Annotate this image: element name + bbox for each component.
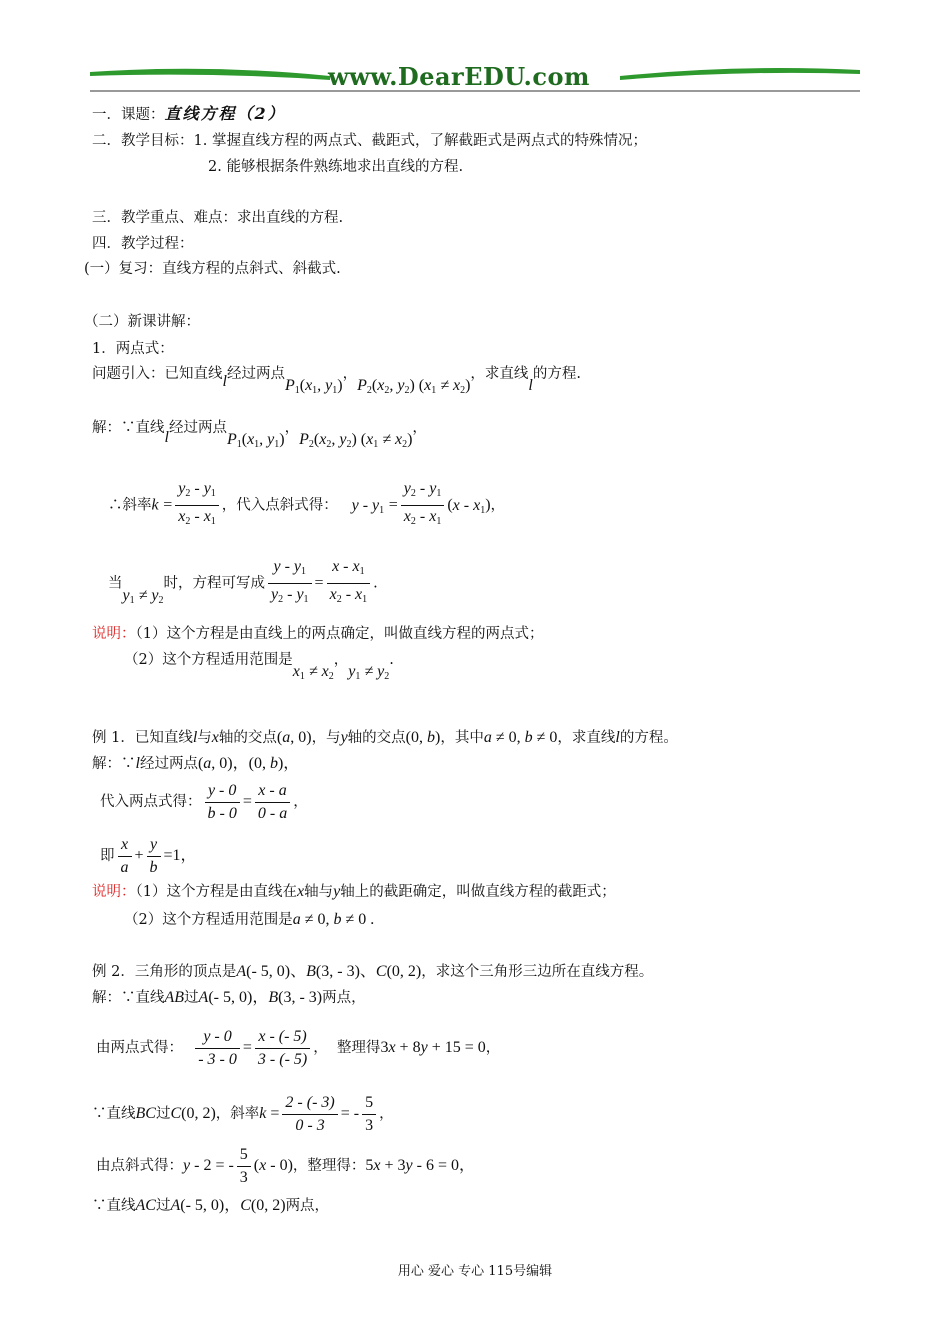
text: 轴与 (304, 884, 334, 900)
text: 整理得 (336, 1040, 381, 1056)
text: ，整理得： (292, 1158, 366, 1174)
text: ∴斜率 (108, 497, 152, 514)
text: 由两点式得： (96, 1040, 183, 1056)
text: ，代入点斜式得： (221, 497, 338, 514)
text: 与 (197, 730, 212, 746)
two-point-form-line: 当$y_1 \ne y_2$时，方程可写成 $\frac{y - y_1}{y_2 - y_1}$ = $\frac{x - x_1}{x_2 - x_1}$ . (108, 558, 378, 606)
text: 的方程. (532, 366, 581, 382)
example-1-statement: 例 1．已知直线l与x轴的交点(a, 0)，与y轴的交点(0, b)，其中a ≠ 0, b ≠ 0，求直线l的方程。 (92, 729, 678, 746)
teaching-goal-2: 2. 能够根据条件熟练地求出直线的方程. (208, 159, 464, 175)
text: ，求直线 (470, 366, 529, 382)
example-2-statement: 例 2．三角形的顶点是A(- 5, 0)、B(3, - 3)、C(0, 2)，求这个三角形三边所在直线方程。 (92, 963, 654, 980)
text: 两点， (322, 990, 366, 1006)
example-2-solution-1: 解：∵直线AB过A(- 5, 0)，B(3, - 3)两点， (92, 989, 366, 1006)
text: 的方程。 (619, 730, 678, 746)
text: （2）这个方程适用范围是 (124, 912, 293, 928)
text: （1）这个方程是由直线上的两点确定，叫做直线方程的两点式； (135, 626, 544, 642)
text: 当 (108, 575, 123, 592)
text: ∵直线 (92, 1198, 136, 1214)
text: 两点， (285, 1198, 330, 1214)
text: 解：∵直线 (92, 420, 165, 436)
text: 过 (155, 1106, 171, 1122)
teaching-goal-1: 二．教学目标：1. 掌握直线方程的两点式、截距式，了解截距式是两点式的特殊情况； (92, 133, 647, 149)
page-footer: 用心 爱心 专心 115号编辑 (397, 1264, 553, 1279)
text: 例 2．三角形的顶点是 (92, 964, 237, 980)
teaching-process-heading: 四．教学过程： (92, 236, 194, 252)
text: 轴的交点 (347, 730, 406, 746)
text: 代入两点式得： (100, 794, 202, 810)
note-2-line: （2）这个方程适用范围是$x_1 \ne x_2$，$y_1 \ne y_2$. (124, 652, 394, 682)
text: 问题引入：已知直线 (92, 366, 223, 382)
text: ，其中 (440, 730, 484, 746)
key-points: 三．教学重点、难点：求出直线的方程. (92, 210, 344, 226)
text: 即 (100, 848, 115, 864)
text: 由点斜式得： (96, 1158, 183, 1174)
text: 经过两点 (226, 366, 285, 382)
note-label: 说明： (92, 884, 136, 900)
two-point-form-heading: 1．两点式： (92, 341, 174, 357)
text: 过 (184, 990, 199, 1006)
example-2-solution-4: 由点斜式得：y - 2 = - $\frac{5}{3}$ (x - 0)，整理得：5x + 3y - 6 = 0， (96, 1145, 475, 1186)
note-3-line: 说明：（1）这个方程是由直线在x轴与y轴上的截距确定，叫做直线方程的截距式； (92, 883, 616, 900)
text: ，斜率 (215, 1106, 260, 1122)
note-label: 说明： (92, 626, 136, 642)
lesson-title-line (92, 104, 286, 125)
text: （1）这个方程是由直线在 (135, 884, 297, 900)
example-2-solution-5: ∵直线AC过A(- 5, 0)，C(0, 2)两点， (92, 1197, 330, 1214)
note-4-line: （2）这个方程适用范围是a ≠ 0, b ≠ 0 . (124, 911, 375, 928)
text: 过 (155, 1198, 171, 1214)
solution-1-line: 解：∵直线l经过两点$P_1(x_1$, $y_1$)，$P_2(x_2$, $y_2$) $(x_1 \ne x_2)$， (92, 420, 427, 450)
lesson-title: 直线方程（2） (164, 104, 286, 123)
example-2-solution-2: 由两点式得： $\frac{y - 0}{- 3 - 0}$ = $\frac{x - (- 5)}{3 - (- 5)}$ ， 整理得3x + 8y + 15 = 0， (96, 1027, 501, 1068)
note-1-line (92, 624, 543, 644)
example-1-solution-2: 代入两点式得： $\frac{y - 0}{b - 0}$ = $\frac{x - a}{0 - a}$ ， (100, 781, 308, 822)
text: 轴的交点 (218, 730, 277, 746)
text: ，求这个三角形三边所在直线方程。 (421, 964, 654, 980)
new-lesson-heading: （二）新课讲解： (84, 314, 200, 330)
example-1-solution-1: 解：∵l经过两点(a, 0)，(0, b)， (92, 755, 300, 772)
lesson-title-prefix: 一．课题： (92, 107, 165, 123)
text: 解：∵ (92, 756, 136, 772)
site-logo-text: www.DearEDU.com (328, 62, 590, 91)
text: 解：∵直线 (92, 990, 165, 1006)
problem-intro: 问题引入：已知直线l经过两点$P_1(x_1$, $y_1$)，$P_2(x_2$, $y_2$) $(x_1 \ne x_2)$，求直线l的方程. (92, 366, 581, 396)
review-section: (一）复习：直线方程的点斜式、斜截式. (84, 261, 341, 277)
text: 轴上的截距确定，叫做直线方程的截距式； (340, 884, 616, 900)
text: （2）这个方程适用范围是 (124, 652, 293, 668)
text: 经过两点 (139, 756, 198, 772)
text: ，与 (311, 730, 341, 746)
text: ，求直线 (557, 730, 616, 746)
example-2-solution-3: ∵直线BC过C(0, 2)，斜率k = $\frac{2 - (- 3)}{0 - 3}$ = - $\frac{5}{3}$ ， (92, 1093, 394, 1134)
slope-formula-line: ∴斜率k = $\frac{y_2 - y_1}{x_2 - x_1}$ ，代入点斜式得： y - $y_1$ = $\frac{y_2 - y_1}{x_2 - x_1}$ $(x - x_1)$， (108, 480, 506, 527)
text: 时，方程可写成 (163, 575, 265, 592)
example-1-solution-3: 即 $\frac{x}{a}$ + $\frac{y}{b}$ =1， (100, 835, 197, 876)
site-header-banner (90, 62, 860, 94)
text: 例 1．已知直线 (92, 730, 193, 746)
text: ∵直线 (92, 1106, 136, 1122)
text: 经过两点 (168, 420, 227, 436)
